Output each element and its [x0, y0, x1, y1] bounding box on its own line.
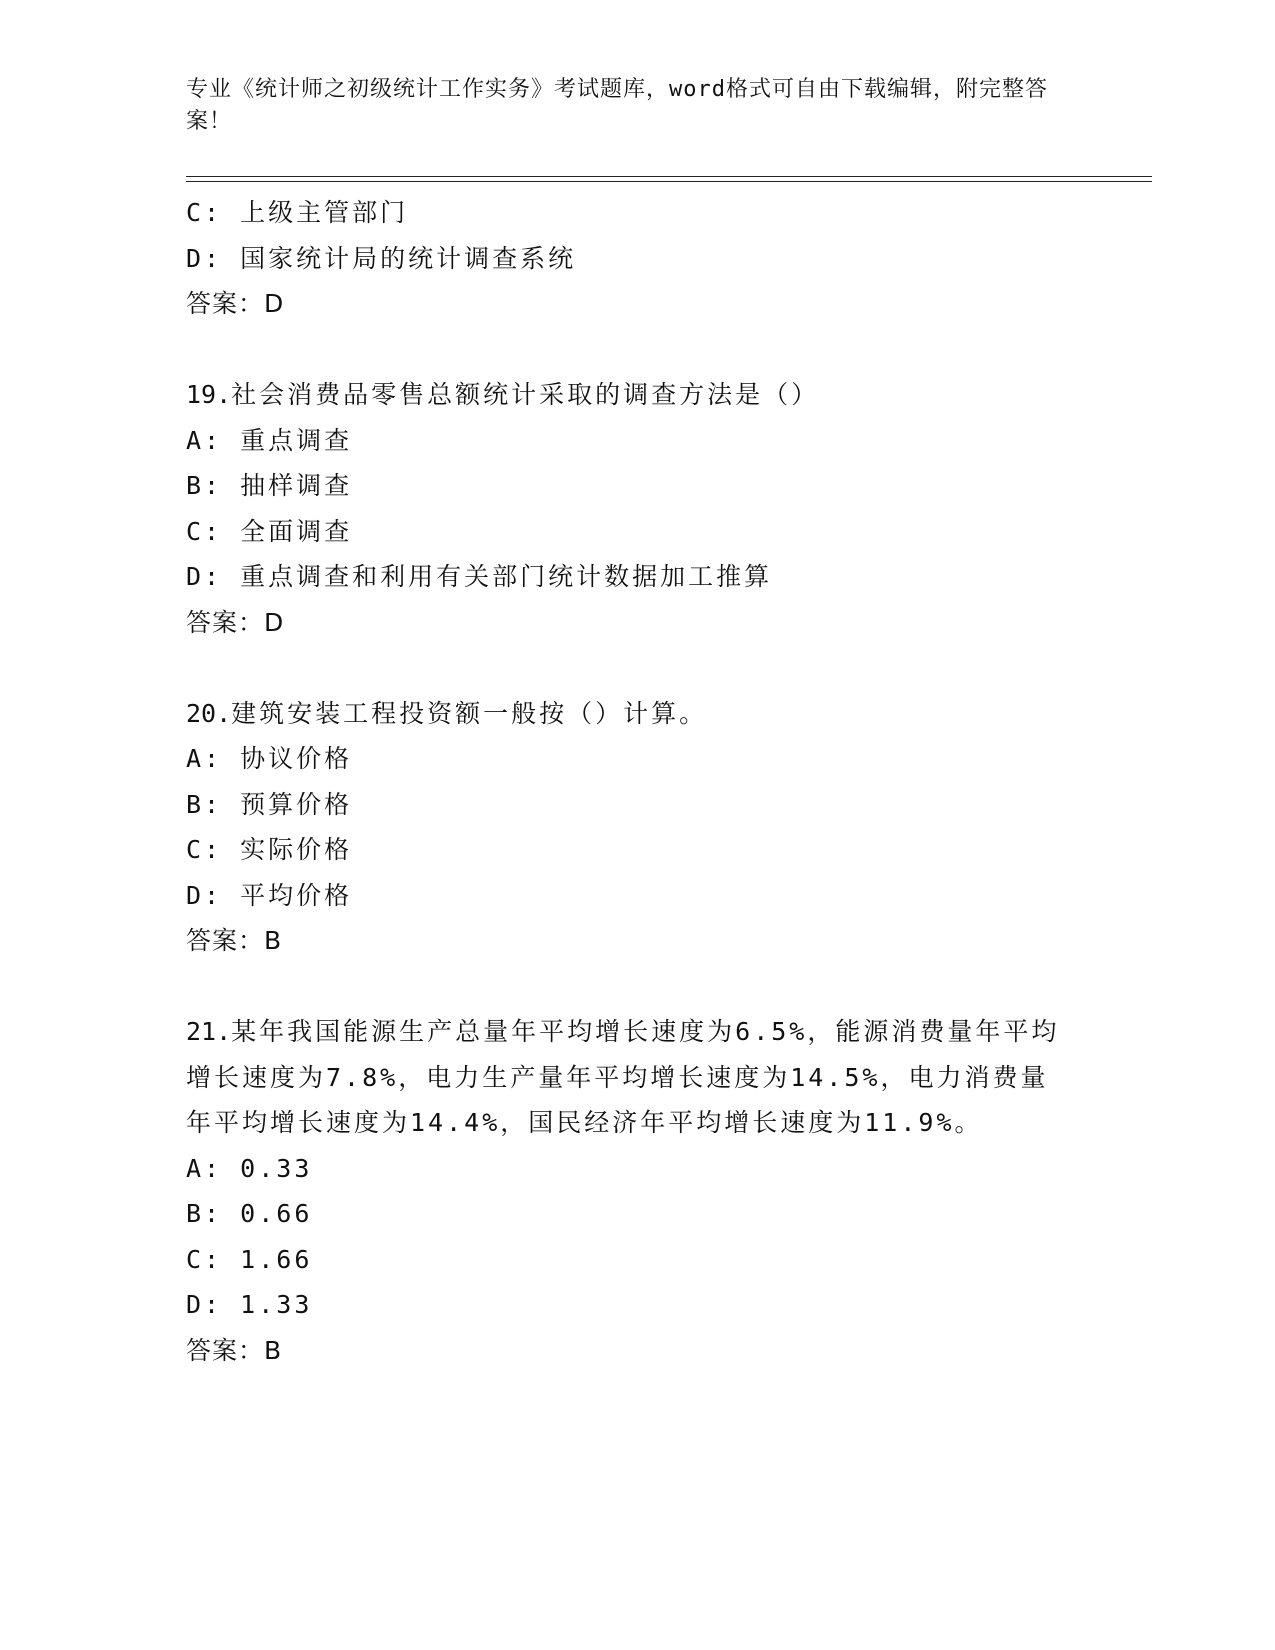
- option-text: 1.66: [240, 1244, 313, 1274]
- option-line: [186, 509, 1086, 555]
- option-text: 预算价格: [240, 789, 353, 819]
- option-text: 0.33: [240, 1153, 313, 1183]
- option-letter: A:: [186, 744, 223, 773]
- option-letter: D:: [186, 562, 223, 591]
- option-text: 协议价格: [240, 744, 353, 773]
- option-line: [186, 463, 1086, 509]
- question-stem: [186, 1009, 1086, 1055]
- option-letter: A:: [186, 425, 223, 455]
- option-letter: B:: [186, 789, 223, 819]
- answer-line: 答案：B: [186, 926, 283, 955]
- option-letter: D:: [186, 1290, 223, 1319]
- question-text: 社会消费品零售总额统计采取的调查方法是（）: [231, 380, 820, 409]
- question-stem-continued: 年平均增长速度为14.4%，国民经济年平均增长速度为11.9%。: [186, 1108, 983, 1137]
- document-intro: 专业《统计师之初级统计工作实务》考试题库，word格式可自由下载编辑，附完整答案！: [186, 77, 1048, 134]
- option-text: 国家统计局的统计调查系统: [240, 243, 577, 273]
- option-letter: B:: [186, 471, 223, 500]
- option-line: [186, 827, 1086, 873]
- option-line: [186, 236, 1086, 282]
- option-text: 0.66: [240, 1199, 313, 1228]
- header-divider-bottom: [186, 181, 1152, 182]
- spacer: [186, 964, 1086, 1010]
- option-line: [186, 1191, 1086, 1237]
- option-line: [186, 873, 1086, 919]
- option-letter: B:: [186, 1199, 223, 1228]
- question-number: 19.: [186, 380, 232, 409]
- answer-line: 答案：D: [186, 607, 285, 637]
- option-letter: D:: [186, 243, 223, 273]
- question-number: 20.: [186, 698, 232, 728]
- question-stem: [186, 691, 1086, 737]
- question-text: 建筑安装工程投资额一般按（）计算。: [231, 698, 708, 728]
- spacer: [186, 327, 1086, 373]
- answer-line: 答案：D: [186, 289, 285, 318]
- option-letter: D:: [186, 880, 223, 910]
- question-list: [186, 190, 1086, 1373]
- option-line: [186, 736, 1086, 782]
- spacer: [186, 645, 1086, 691]
- option-line: [186, 1282, 1086, 1328]
- option-letter: C:: [186, 1244, 223, 1274]
- option-text: 1.33: [240, 1290, 313, 1319]
- option-text: 上级主管部门: [240, 198, 409, 227]
- option-text: 抽样调查: [240, 471, 353, 500]
- option-text: 重点调查和利用有关部门统计数据加工推算: [240, 562, 773, 591]
- option-line: [186, 782, 1086, 828]
- header-divider-top: [186, 176, 1152, 177]
- option-letter: C:: [186, 198, 223, 227]
- option-text: 平均价格: [240, 880, 353, 910]
- answer-line: 答案：B: [186, 1335, 283, 1365]
- option-letter: C:: [186, 835, 223, 864]
- option-text: 全面调查: [240, 516, 353, 546]
- option-text: 实际价格: [240, 835, 353, 864]
- option-line: [186, 554, 1086, 600]
- option-line: [186, 418, 1086, 464]
- option-line: [186, 190, 1086, 236]
- option-text: 重点调查: [240, 425, 353, 455]
- question-text: 某年我国能源生产总量年平均增长速度为6.5%，能源消费量年平均: [231, 1017, 1060, 1046]
- option-letter: A:: [186, 1153, 223, 1183]
- option-letter: C:: [186, 516, 223, 546]
- option-line: [186, 1146, 1086, 1192]
- option-line: [186, 1237, 1086, 1283]
- question-number: 21.: [186, 1017, 232, 1046]
- question-stem: [186, 372, 1086, 418]
- question-stem-continued: 增长速度为7.8%，电力生产量年平均增长速度为14.5%，电力消费量: [186, 1062, 1049, 1092]
